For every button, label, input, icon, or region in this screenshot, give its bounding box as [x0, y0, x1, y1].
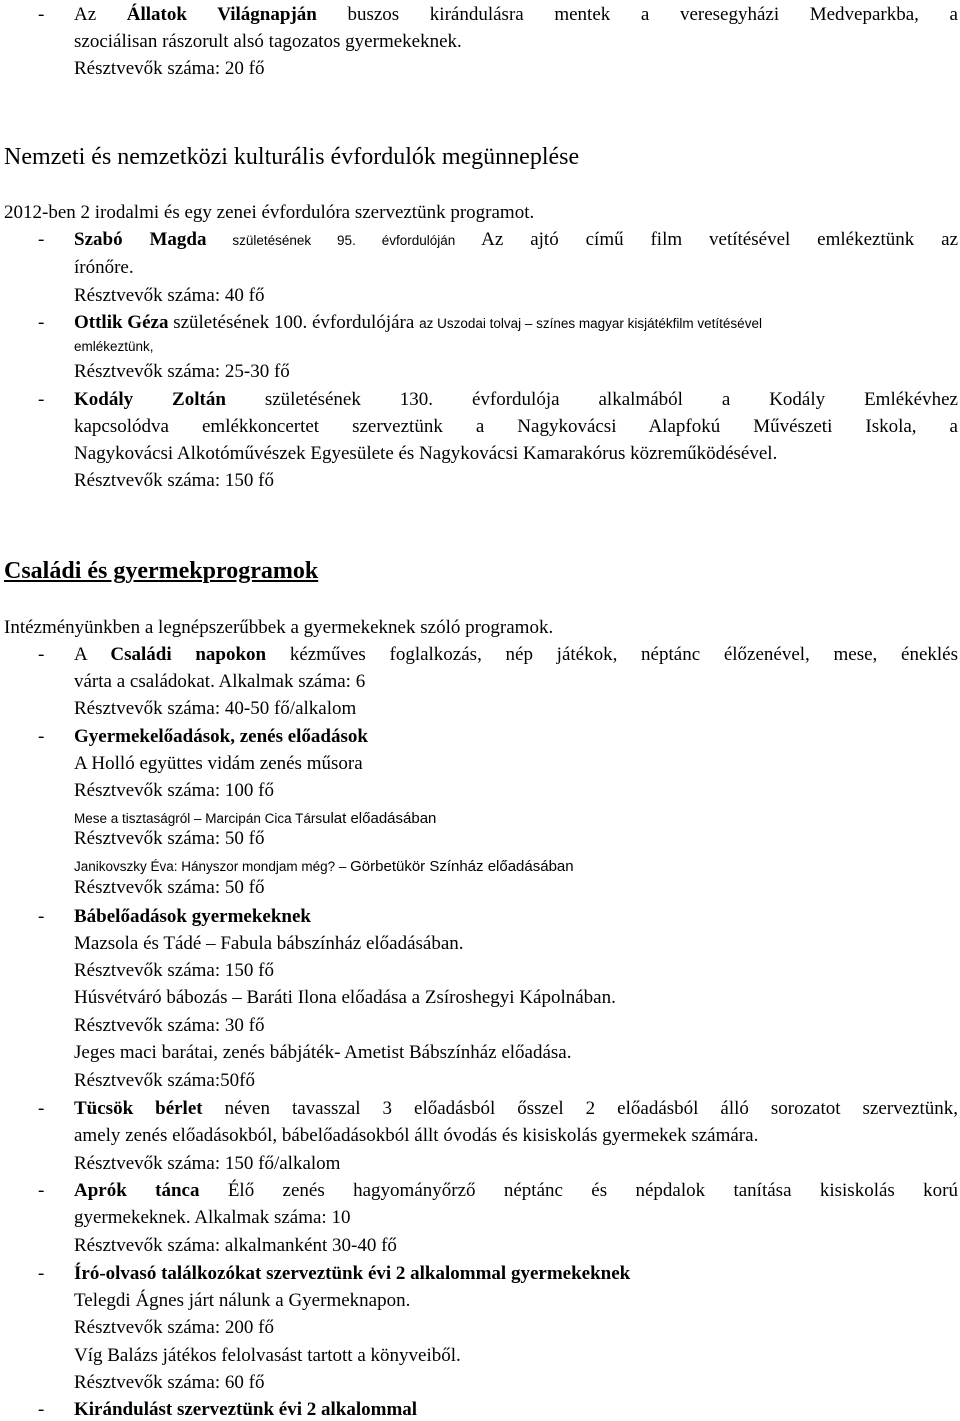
- evfordulok-intro: 2012-ben 2 irodalmi és egy zenei évfordulóra szerveztünk programot.: [4, 202, 535, 223]
- szabo-participants: Résztvevők száma: 40 fő: [74, 285, 265, 306]
- list-dash: -: [38, 906, 45, 927]
- list-dash: -: [38, 312, 45, 333]
- tucsok-participants: Résztvevők száma: 150 fő/alkalom: [74, 1153, 341, 1174]
- ottlik-line-1: Ottlik Géza születésének 100. évfordulójára az Uszodai tolvaj – színes magyar kisjátékfilm vetítésével: [74, 312, 762, 333]
- list-dash: -: [38, 726, 45, 747]
- aprok-participants: Résztvevők száma: alkalmanként 30-40 fő: [74, 1235, 397, 1256]
- list-dash: -: [38, 1399, 45, 1420]
- janikovszky-line: Janikovszky Éva: Hányszor mondjam még? – Görbetükör Színház előadásában: [74, 858, 574, 875]
- allatok-participants: Résztvevők száma: 20 fő: [74, 58, 265, 79]
- kodaly-participants: Résztvevők száma: 150 fő: [74, 470, 274, 491]
- tucsok-line-2: amely zenés előadásokból, bábelőadásokból állt óvodás és kisiskolás gyermekek számára.: [74, 1125, 759, 1146]
- section-heading-csaladi: Családi és gyermekprogramok: [4, 558, 319, 584]
- husvetvaro-line: Húsvétváró bábozás – Baráti Ilona előadása a Zsíroshegyi Kápolnában.: [74, 987, 616, 1008]
- szabo-line-2: írónőre.: [74, 257, 134, 278]
- allatok-line-2: szociálisan rászorult alsó tagozatos gyermekeknek.: [74, 31, 462, 52]
- list-dash: -: [38, 1263, 45, 1284]
- ottlik-participants: Résztvevők száma: 25-30 fő: [74, 361, 290, 382]
- aprok-line-1: Aprók tánca Élő zenés hagyományőrző néptánc és népdalok tanítása kisiskolás korú: [74, 1180, 958, 1201]
- tucsok-line-1: Tücsök bérlet néven tavasszal 3 előadásból ősszel 2 előadásból álló sorozatot szerveztünk,: [74, 1098, 959, 1119]
- kodaly-line-3: Nagykovácsi Alkotóművészek Egyesülete és Nagykovácsi Kamarakórus közreműködésével.: [74, 443, 778, 464]
- hollo-line: A Holló együttes vidám zenés műsora: [74, 753, 363, 774]
- csaladi-intro: Intézményünkben a legnépszerűbbek a gyermekeknek szóló programok.: [4, 617, 554, 638]
- kirandulas-title: Kirándulást szerveztünk évi 2 alkalommal: [74, 1399, 418, 1420]
- list-dash: -: [38, 1098, 45, 1119]
- section-heading-evfordulok: Nemzeti és nemzetközi kulturális évfordulók megünneplése: [4, 144, 580, 170]
- marcipan-participants: Résztvevők száma: 50 fő: [74, 828, 265, 849]
- allatok-line-1: Az Állatok Világnapján buszos kirándulásra mentek a veresegyházi Medveparkba, a: [74, 4, 958, 25]
- list-dash: -: [38, 644, 45, 665]
- gyermekeloadasok-title: Gyermekelőadások, zenés előadások: [74, 726, 368, 747]
- vig-balazs-participants: Résztvevők száma: 60 fő: [74, 1372, 265, 1393]
- ottlik-line-2: emlékeztünk,: [74, 339, 154, 354]
- jeges-maci-line: Jeges maci barátai, zenés bábjáték- Ametist Bábszínház előadása.: [74, 1042, 572, 1063]
- list-dash: -: [38, 229, 45, 250]
- telegdi-line: Telegdi Ágnes járt nálunk a Gyermeknapon.: [74, 1290, 411, 1311]
- csaladi-line-1: A Családi napokon kézműves foglalkozás, nép játékok, néptánc élőzenével, mese, éneklés: [74, 644, 958, 665]
- kodaly-line-1: Kodály Zoltán születésének 130. évfordulója alkalmából a Kodály Emlékévhez: [74, 389, 958, 410]
- hollo-participants: Résztvevők száma: 100 fő: [74, 780, 274, 801]
- list-dash: -: [38, 389, 45, 410]
- mazsola-line: Mazsola és Tádé – Fabula bábszínház előadásában.: [74, 933, 464, 954]
- jeges-maci-participants: Résztvevők száma:50fő: [74, 1070, 255, 1091]
- janikovszky-participants: Résztvevők száma: 50 fő: [74, 877, 265, 898]
- szabo-line-1: Szabó Magda születésének 95. évfordulóján Az ajtó című film vetítésével emlékeztünk az: [74, 229, 959, 250]
- telegdi-participants: Résztvevők száma: 200 fő: [74, 1317, 274, 1338]
- iro-olvaso-title: Író-olvasó találkozókat szerveztünk évi 2 alkalommal gyermekeknek: [74, 1263, 631, 1284]
- list-dash: -: [38, 1180, 45, 1201]
- mazsola-participants: Résztvevők száma: 150 fő: [74, 960, 274, 981]
- kodaly-line-2: kapcsolódva emlékkoncertet szerveztünk a Nagykovácsi Alapfokú Művészeti Iskola, a: [74, 416, 958, 437]
- csaladi-participants: Résztvevők száma: 40-50 fő/alkalom: [74, 698, 357, 719]
- marcipan-line: Mese a tisztaságról – Marcipán Cica Társulat előadásában: [74, 810, 437, 827]
- csaladi-line-2: várta a családokat. Alkalmak száma: 6: [74, 671, 366, 692]
- husvetvaro-participants: Résztvevők száma: 30 fő: [74, 1015, 265, 1036]
- list-dash: -: [38, 4, 45, 25]
- vig-balazs-line: Víg Balázs játékos felolvasást tartott a könyveiből.: [74, 1345, 461, 1366]
- aprok-line-2: gyermekeknek. Alkalmak száma: 10: [74, 1207, 351, 1228]
- babeloadasok-title: Bábelőadások gyermekeknek: [74, 906, 311, 927]
